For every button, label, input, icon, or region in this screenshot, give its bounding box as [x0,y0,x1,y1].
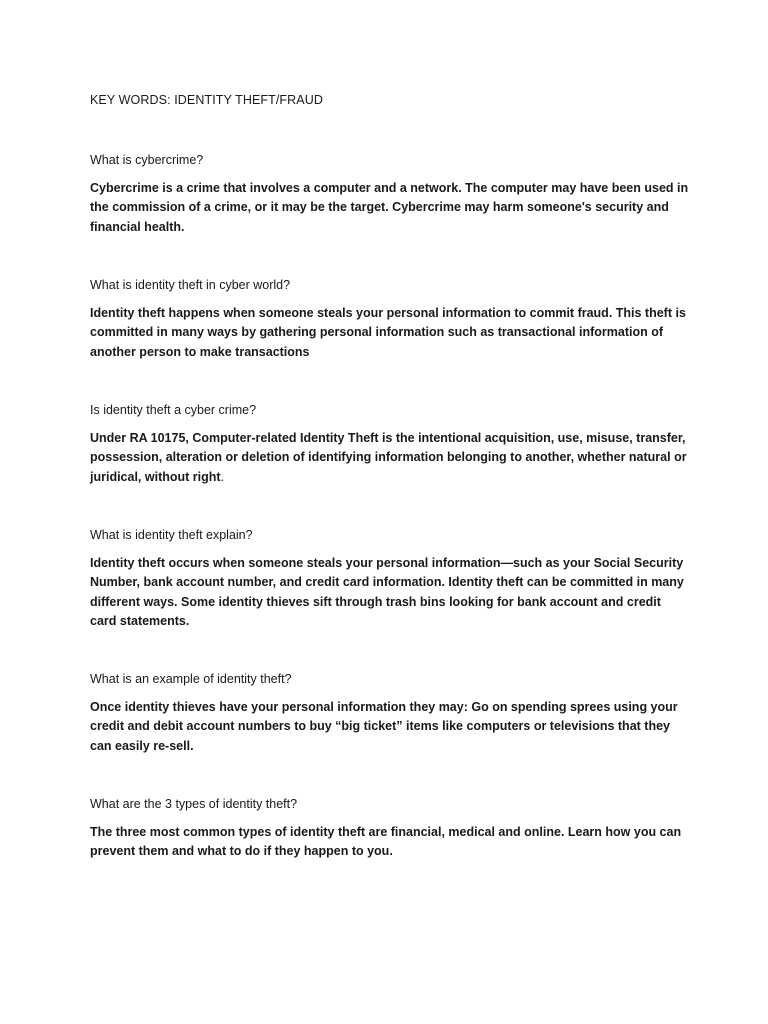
answer-text: Identity theft [90,556,169,570]
answer-three-types-identity-theft [90,823,690,862]
answer-text-emphasis: occurs when someone steals your personal information [168,556,501,570]
document-title: KEY WORDS: IDENTITY THEFT/FRAUD [90,93,323,107]
answer-text-rest: —such as your Social Security Number, bank account number, and credit card information. Identity theft can be committed in many different ways. Some identity thieves sift through trash bins looking for bank account and credit card statements. [90,556,684,628]
answer-identity-theft-explain [90,554,690,631]
answer-text-rest: . Learn how you can prevent them and what to do if they happen to you. [90,825,682,859]
answer-example-of-identity-theft [90,698,690,756]
answer-what-is-cybercrime [90,179,690,237]
question-what-is-cybercrime: What is cybercrime? [90,153,204,167]
answer-text-emphasis: Go on spending sprees using your credit and debit account numbers to buy “big ticket” items like computers or televisions that they can easily re-sell. [90,700,678,753]
answer-text: Cybercrime is a crime that involves a computer and a network. The computer may have been used in the commission of a crime, or it may be the target. Cybercrime may harm someone's security and financial health. [90,181,689,234]
question-is-identity-theft-cyber-crime: Is identity theft a cyber crime? [90,403,257,417]
answer-text-trailing: . [220,469,225,484]
answer-text: Once identity thieves have your personal information they may: [90,700,472,714]
answer-is-identity-theft-cyber-crime [90,429,690,487]
answer-text: Identity theft happens when someone steals your personal information to commit fraud. This theft is committed in many ways by gathering personal information such as transactional information of another person to make transactions [90,306,686,359]
question-example-of-identity-theft: What is an example of identity theft? [90,672,292,686]
question-three-types-identity-theft: What are the 3 types of identity theft? [90,797,298,811]
answer-text-emphasis: financial, medical and online [390,825,561,839]
answer-text: Under RA 10175, Computer-related Identity Theft is the intentional acquisition, use, misuse, transfer, possession, alteration or deletion of identifying information belonging to another, whether natural or juridical, without right [90,431,687,484]
answer-text: The three most common types of identity theft are [90,825,391,839]
answer-identity-theft-cyber-world [90,304,690,362]
question-identity-theft-cyber-world: What is identity theft in cyber world? [90,278,291,292]
question-identity-theft-explain: What is identity theft explain? [90,528,253,542]
